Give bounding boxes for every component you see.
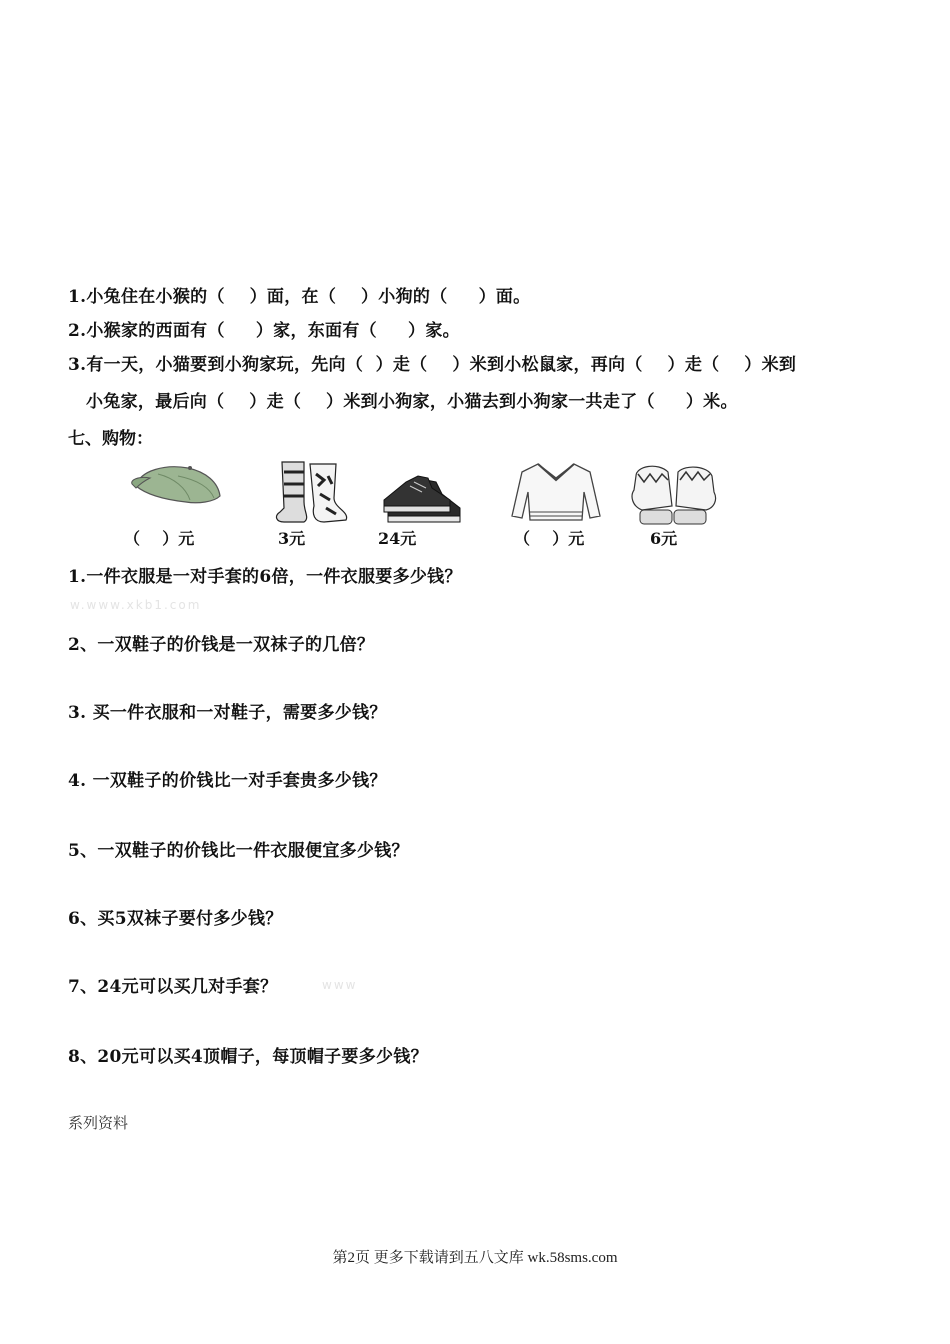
watermark-text-2: www xyxy=(322,978,358,992)
shopping-question-1: 1.一件衣服是一对手套的6倍，一件衣服要多少钱？ xyxy=(68,567,462,587)
shopping-question-5: 5、一双鞋子的价钱比一件衣服便宜多少钱？ xyxy=(68,841,409,861)
shopping-question-4: 4. 一双鞋子的价钱比一对手套贵多少钱？ xyxy=(68,771,387,791)
shopping-question-6: 6、买5双袜子要付多少钱？ xyxy=(68,909,283,929)
watermark-text: w.www.xkb1.com xyxy=(70,598,202,612)
section-seven-title: 七、购物： xyxy=(68,429,153,449)
sweater-icon xyxy=(510,458,602,532)
shopping-question-3: 3. 买一件衣服和一对鞋子，需要多少钱？ xyxy=(68,703,387,723)
question-six-1: 1.小兔住在小猴的（ ）面，在（ ）小狗的（ ）面。 xyxy=(68,287,531,307)
shopping-question-2: 2、一双鞋子的价钱是一双袜子的几倍？ xyxy=(68,635,375,655)
shopping-question-8: 8、20元可以买4顶帽子，每顶帽子要多少钱？ xyxy=(68,1047,428,1067)
price-sweater: （ ）元 xyxy=(514,529,585,548)
price-mittens: 6元 xyxy=(650,529,678,548)
series-note: 系列资料 xyxy=(68,1114,129,1132)
socks-icon xyxy=(270,458,354,530)
page-footer: 第2页 更多下载请到五八文库 wk.58sms.com xyxy=(332,1250,618,1266)
price-shoes: 24元 xyxy=(378,529,417,548)
cap-icon xyxy=(128,462,228,512)
question-six-3b: 小兔家，最后向（ ）走（ ）米到小狗家，小猫去到小狗家一共走了（ ）米。 xyxy=(86,392,738,412)
question-six-2: 2.小猴家的西面有（ ）家，东面有（ ）家。 xyxy=(68,321,460,341)
price-cap: （ ）元 xyxy=(124,529,195,548)
mittens-icon xyxy=(628,460,720,534)
shoes-icon xyxy=(382,470,466,530)
question-six-3a: 3.有一天，小猫要到小狗家玩，先向（ ）走（ ）米到小松鼠家，再向（ ）走（ ）米到 xyxy=(68,355,797,375)
shopping-question-7: 7、24元可以买几对手套？ xyxy=(68,977,278,997)
price-socks: 3元 xyxy=(278,529,306,548)
